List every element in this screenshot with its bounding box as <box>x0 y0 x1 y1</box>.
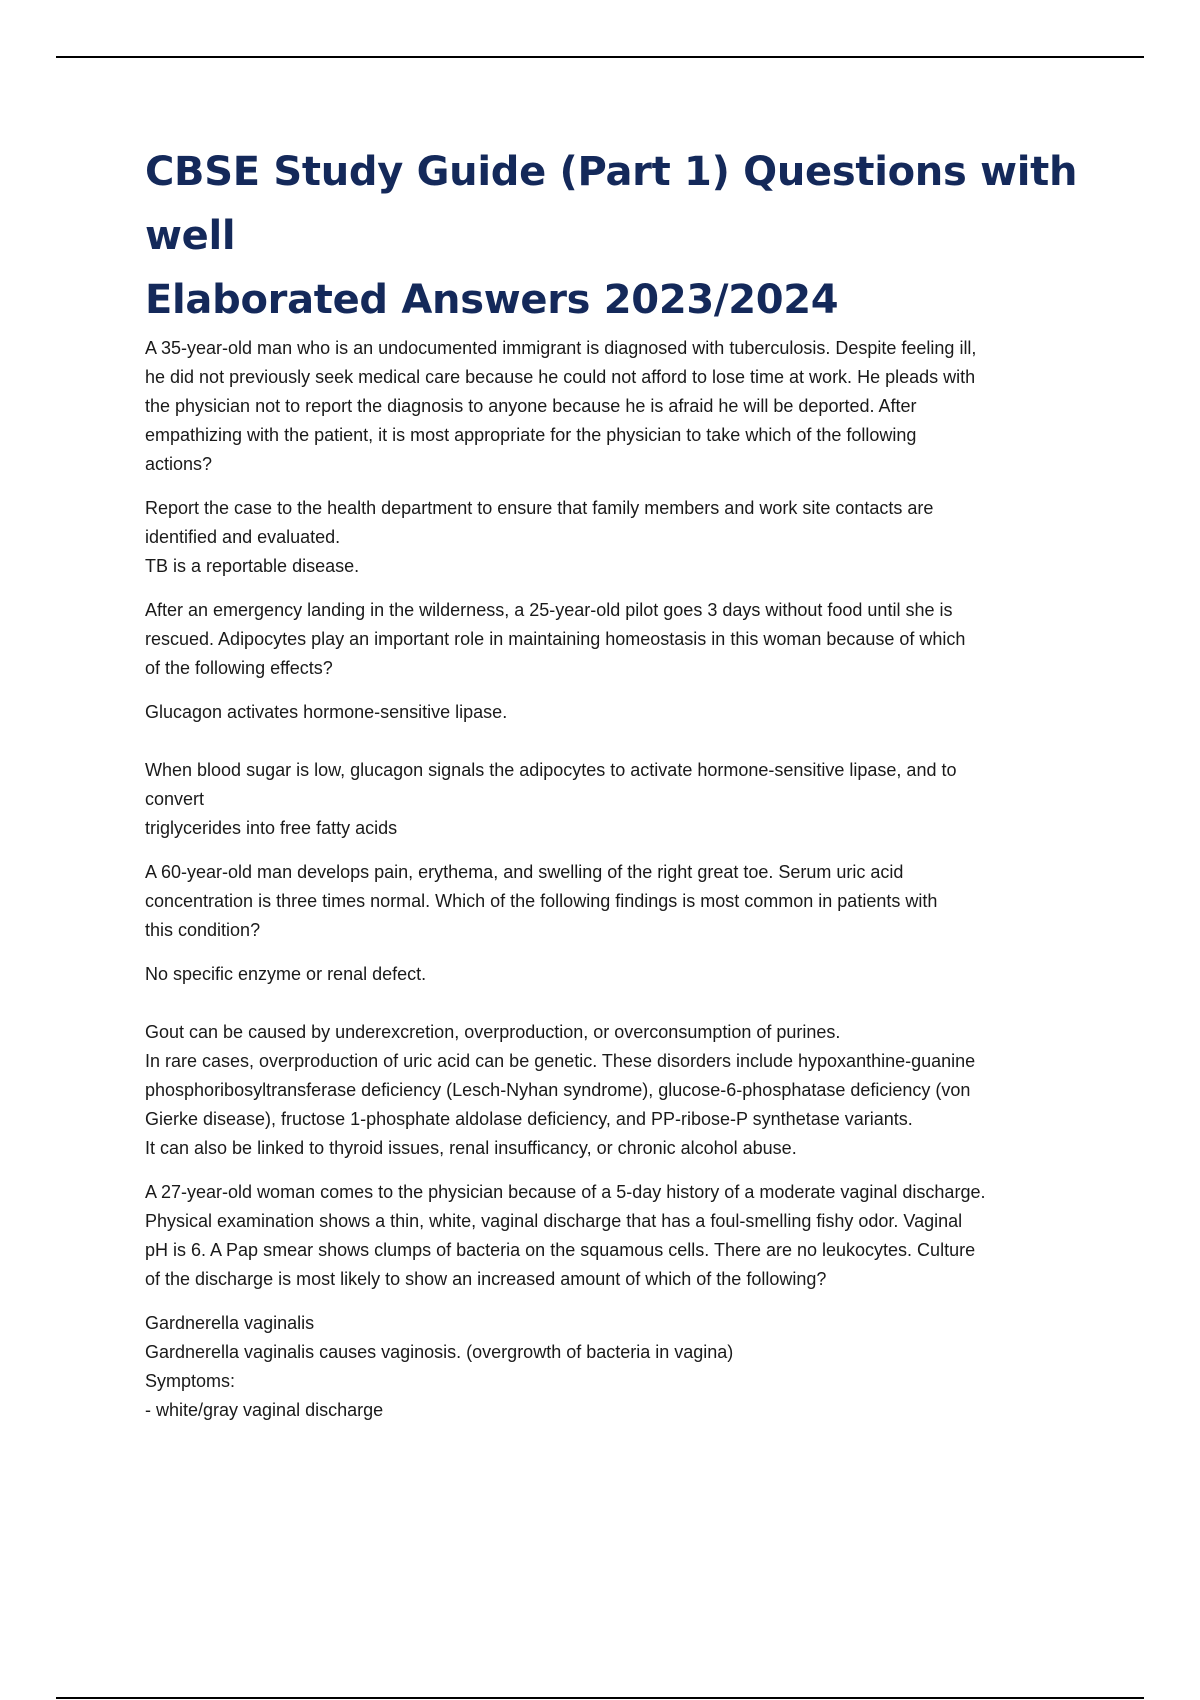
answer-2: Glucagon activates hormone-sensitive lipase. <box>145 702 508 722</box>
document-body <box>145 334 1095 1440</box>
question-4: A 27-year-old woman comes to the physician because of a 5-day history of a moderate vaginal discharge. Physical examination shows a thin, white, vaginal discharge that has a foul-smelling fishy odor. Vaginal pH is 6. A Pap smear shows clumps of bacteria on the squamous cells. There are no leukocytes. Culture of the discharge is most likely to show an increased amount of which of the following? <box>145 1182 986 1289</box>
explanation-3: Gout can be caused by underexcretion, overproduction, or overconsumption of purines. In rare cases, overproduction of uric acid can be genetic. These disorders include hypoxanthine-guanine phosphoribosyltransferase deficiency (Lesch-Nyhan syndrome), glucose-6-phosphatase deficiency (von Gierke disease), fructose 1-phosphate aldolase deficiency, and PP-ribose-P synthetase variants. It can also be linked to thyroid issues, renal insufficancy, or chronic alcohol abuse. <box>145 1022 976 1158</box>
question-3: A 60-year-old man develops pain, erythema, and swelling of the right great toe. Serum uric acid concentration is three times normal. Which of the following findings is most common in patients with this condition? <box>145 862 938 940</box>
title-line-2: Elaborated Answers 2023/2024 <box>145 277 839 323</box>
top-rule <box>56 56 1144 58</box>
bottom-rule <box>56 1697 1144 1699</box>
question-2: After an emergency landing in the wilderness, a 25-year-old pilot goes 3 days without food until she is rescued. Adipocytes play an important role in maintaining homeostasis in this woman because of which of the following effects? <box>145 600 966 678</box>
document-title <box>145 140 1105 332</box>
title-line-1: CBSE Study Guide (Part 1) Questions with well <box>145 149 1078 259</box>
answer-1: Report the case to the health department to ensure that family members and work site contacts are identified and evaluated. TB is a reportable disease. <box>145 498 934 576</box>
explanation-2: When blood sugar is low, glucagon signals the adipocytes to activate hormone-sensitive lipase, and to convert triglycerides into free fatty acids <box>145 760 957 838</box>
answer-3: No specific enzyme or renal defect. <box>145 964 427 984</box>
answer-4: Gardnerella vaginalis Gardnerella vaginalis causes vaginosis. (overgrowth of bacteria in vagina) Symptoms: - white/gray vaginal discharge <box>145 1313 734 1420</box>
question-1: A 35-year-old man who is an undocumented immigrant is diagnosed with tuberculosis. Despite feeling ill, he did not previously seek medical care because he could not afford to lose time at work. He pleads with the physician not to report the diagnosis to anyone because he is afraid he will be deported. After empathizing with the patient, it is most appropriate for the physician to take which of the following actions? <box>145 338 977 474</box>
